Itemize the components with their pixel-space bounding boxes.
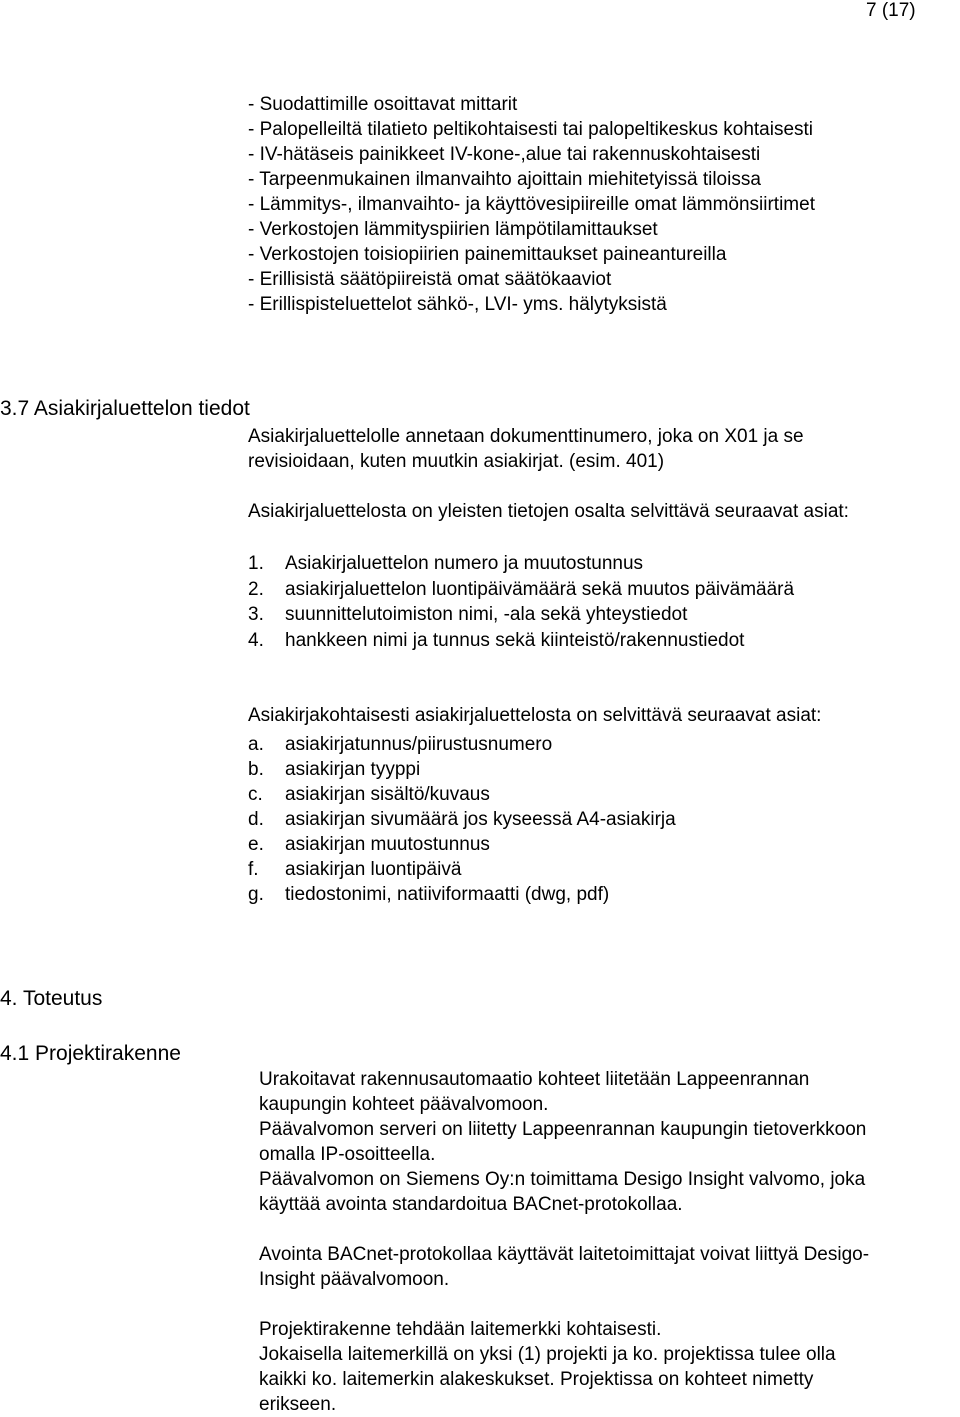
item-letter: b.	[248, 759, 264, 780]
blank-line	[259, 1217, 869, 1242]
paragraph-line: käyttää avointa standardoitua BACnet-protokollaa.	[259, 1194, 683, 1215]
item-text: asiakirjan sivumäärä jos kyseessä A4-asiakirja	[285, 809, 676, 830]
item-number: 4.	[248, 629, 264, 651]
item-number: 2.	[248, 578, 264, 600]
item-text: asiakirjan muutostunnus	[285, 834, 490, 855]
item-letter: d.	[248, 809, 264, 830]
paragraph-line: Urakoitavat rakennusautomaatio kohteet liitetään Lappeenrannan	[259, 1069, 810, 1090]
list-item	[248, 782, 676, 807]
lettered-list	[248, 732, 676, 907]
list-item	[248, 857, 676, 882]
section-heading-4-1: 4.1 Projektirakenne	[0, 1042, 181, 1065]
item-letter: f.	[248, 859, 259, 880]
list-item: - Palopelleiltä tilatieto peltikohtaisesti tai palopeltikeskus kohtaisesti	[248, 119, 814, 140]
paragraph-line: Päävalvomon serveri on liitetty Lappeenrannan kaupungin tietoverkkoon	[259, 1119, 867, 1140]
list-item	[248, 628, 821, 654]
list-item: - Lämmitys-, ilmanvaihto- ja käyttövesipiireille omat lämmönsiirtimet	[248, 194, 815, 215]
list-item	[248, 577, 821, 603]
item-text: asiakirjan tyyppi	[285, 759, 421, 780]
list-item	[248, 832, 676, 857]
paragraph-line: Päävalvomon on Siemens Oy:n toimittama Desigo Insight valvomo, joka	[259, 1169, 866, 1190]
item-text: asiakirjan sisältö/kuvaus	[285, 784, 490, 805]
list-item: - Verkostojen lämmityspiirien lämpötilamittaukset	[248, 219, 658, 240]
requirements-list	[248, 92, 815, 317]
list-item	[248, 551, 821, 577]
list-item: - Tarpeenmukainen ilmanvaihto ajoittain miehitetyissä tiloissa	[248, 169, 761, 190]
paragraph-line: erikseen.	[259, 1394, 337, 1415]
item-text: suunnittelutoimiston nimi, -ala sekä yhteystiedot	[285, 604, 688, 625]
list-item	[248, 807, 676, 832]
list-item	[248, 732, 676, 757]
list-item	[248, 602, 821, 628]
item-letter: c.	[248, 784, 263, 805]
list-item	[248, 757, 676, 782]
item-letter: a.	[248, 734, 264, 755]
numbered-list	[248, 551, 821, 728]
paragraph-line: omalla IP-osoitteella.	[259, 1144, 436, 1165]
item-letter: g.	[248, 884, 264, 905]
list-item	[248, 882, 676, 907]
paragraph: Asiakirjaluettelosta on yleisten tietojen osalta selvittävä seuraavat asiat:	[248, 501, 849, 522]
paragraph-line: kaikki ko. laitemerkin alakeskukset. Projektissa on kohteet nimetty	[259, 1369, 814, 1390]
paragraph-line: revisioidaan, kuten muutkin asiakirjat. (esim. 401)	[248, 451, 665, 472]
page-number: 7 (17)	[866, 0, 916, 21]
paragraph: Asiakirjakohtaisesti asiakirjaluettelosta on selvittävä seuraavat asiat:	[248, 705, 822, 726]
list-item: - IV-hätäseis painikkeet IV-kone-,alue tai rakennuskohtaisesti	[248, 144, 761, 165]
item-text: asiakirjaluettelon luontipäivämäärä sekä muutos päivämäärä	[285, 578, 795, 600]
item-letter: e.	[248, 834, 264, 855]
item-text: Asiakirjaluettelon numero ja muutostunnus	[285, 553, 644, 574]
list-item: - Suodattimille osoittavat mittarit	[248, 94, 518, 115]
item-text: tiedostonimi, natiiviformaatti (dwg, pdf)	[285, 884, 610, 905]
item-text: asiakirjan luontipäivä	[285, 859, 462, 880]
section-heading-3-7: 3.7 Asiakirjaluettelon tiedot	[0, 397, 250, 420]
section-heading-4: 4. Toteutus	[0, 987, 103, 1010]
paragraph-line: Insight päävalvomoon.	[259, 1269, 450, 1290]
section-3-7-body	[248, 424, 849, 524]
item-text: hankkeen nimi ja tunnus sekä kiinteistö/rakennustiedot	[285, 629, 745, 651]
paragraph-line: kaupungin kohteet päävalvomoon.	[259, 1094, 549, 1115]
item-number: 3.	[248, 604, 264, 625]
paragraph-line: Projektirakenne tehdään laitemerkki kohtaisesti.	[259, 1319, 662, 1340]
list-item: - Erillispisteluettelot sähkö-, LVI- yms. hälytyksistä	[248, 294, 667, 315]
item-number: 1.	[248, 553, 264, 574]
blank-line	[259, 1292, 869, 1317]
paragraph-line: Avointa BACnet-protokollaa käyttävät laitetoimittajat voivat liittyä Desigo-	[259, 1244, 870, 1265]
section-4-1-body	[259, 1067, 869, 1417]
paragraph-line: Asiakirjaluettelolle annetaan dokumenttinumero, joka on X01 ja se	[248, 426, 804, 447]
paragraph-line: Jokaisella laitemerkillä on yksi (1) projekti ja ko. projektissa tulee olla	[259, 1344, 836, 1365]
list-item: - Erillisistä säätöpiireistä omat säätökaaviot	[248, 269, 612, 290]
list-item: - Verkostojen toisiopiirien painemittaukset paineantureilla	[248, 244, 727, 265]
item-text: asiakirjatunnus/piirustusnumero	[285, 734, 553, 755]
